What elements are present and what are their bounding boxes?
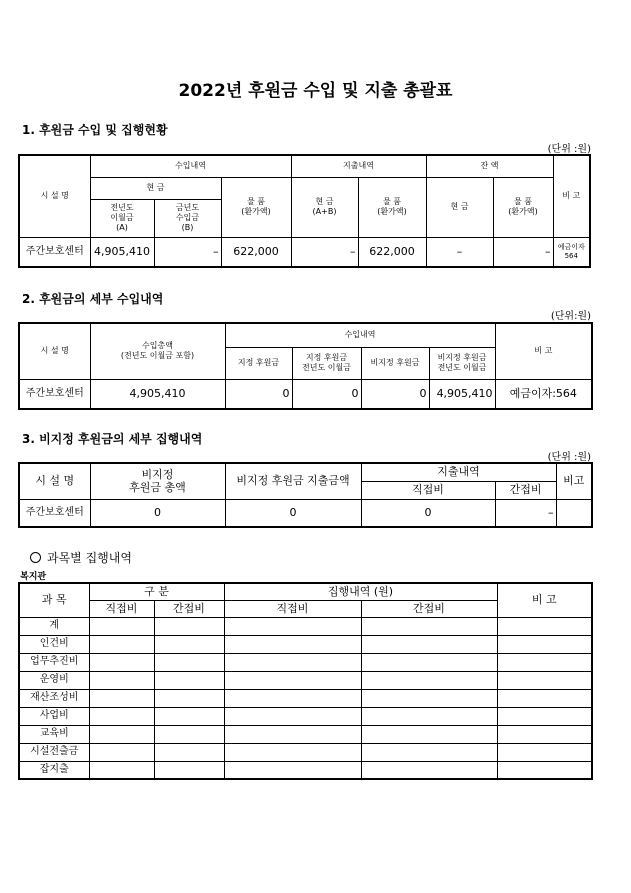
remarks-cell: 예금이자:564 xyxy=(495,379,592,409)
balance-goods-header: 물 품 (환가액) xyxy=(493,177,553,237)
remarks-cell: 예금이자 564 xyxy=(553,237,590,267)
empty-cell xyxy=(224,689,361,707)
table-row xyxy=(19,671,592,689)
section3-unit: (단위 :원) xyxy=(547,452,591,463)
income-header: 수입내역 xyxy=(90,155,291,177)
section1-heading: 1. 후원금 수입 및 집행현황 xyxy=(22,123,168,137)
empty-cell xyxy=(154,725,224,743)
empty-cell xyxy=(154,617,224,635)
empty-cell xyxy=(497,635,592,653)
facility-cell: 주간보호센터 xyxy=(19,499,90,527)
facility-header: 시 설 명 xyxy=(19,323,90,379)
total-header: 비지정 후원금 총액 xyxy=(90,463,225,499)
subject-cell: 계 xyxy=(19,617,89,635)
facility-cell: 주간보호센터 xyxy=(19,379,90,409)
empty-cell xyxy=(361,671,497,689)
spent-cell: 0 xyxy=(225,499,361,527)
empty-cell xyxy=(497,671,592,689)
expense-cash-header: 현 금 (A+B) xyxy=(291,177,358,237)
subject-cell: 운영비 xyxy=(19,671,89,689)
goods-cell: 622,000 xyxy=(221,237,291,267)
empty-cell xyxy=(361,617,497,635)
table-row xyxy=(19,725,592,743)
empty-cell xyxy=(224,671,361,689)
table-row xyxy=(19,635,592,653)
goods-header: 물 품 (환가액) xyxy=(221,177,291,237)
empty-cell xyxy=(154,689,224,707)
empty-cell xyxy=(361,689,497,707)
empty-cell xyxy=(89,617,154,635)
empty-cell xyxy=(497,689,592,707)
empty-cell xyxy=(224,653,361,671)
empty-cell xyxy=(89,725,154,743)
execution-header: 집행내역 (원) xyxy=(224,583,497,600)
category-direct-header: 직접비 xyxy=(89,600,154,617)
empty-cell xyxy=(361,761,497,779)
balance-cash-header: 현 금 xyxy=(426,177,493,237)
section4-heading: 과목별 집행내역 xyxy=(30,549,132,566)
spent-header: 비지정 후원금 지출금액 xyxy=(225,463,361,499)
empty-cell xyxy=(154,743,224,761)
designated-header: 지정 후원금 xyxy=(225,347,292,379)
empty-cell xyxy=(154,761,224,779)
subject-cell: 재산조성비 xyxy=(19,689,89,707)
empty-cell xyxy=(154,707,224,725)
section2-heading: 2. 후원금의 세부 수입내역 xyxy=(22,292,164,306)
expense-cash-cell: – xyxy=(291,237,358,267)
subject-table xyxy=(18,582,593,780)
execution-indirect-header: 간접비 xyxy=(361,600,497,617)
remarks-header: 비 고 xyxy=(553,155,590,237)
table-row xyxy=(19,617,592,635)
empty-cell xyxy=(89,707,154,725)
section3-heading: 3. 비지정 후원금의 세부 집행내역 xyxy=(22,432,203,446)
empty-cell xyxy=(154,635,224,653)
section4-sub-label: 복지관 xyxy=(20,572,47,582)
execution-direct-header: 직접비 xyxy=(224,600,361,617)
empty-cell xyxy=(224,761,361,779)
empty-cell xyxy=(497,743,592,761)
balance-cash-cell: – xyxy=(426,237,493,267)
section1-unit: (단위 :원) xyxy=(547,144,591,155)
nondesignated-prev-header: 비지정 후원금 전년도 이월금 xyxy=(429,347,495,379)
empty-cell xyxy=(224,635,361,653)
table-row xyxy=(19,761,592,779)
empty-cell xyxy=(497,617,592,635)
empty-cell xyxy=(361,743,497,761)
indirect-header: 간접비 xyxy=(495,481,556,499)
designated-cell: 0 xyxy=(225,379,292,409)
remarks-cell xyxy=(556,499,592,527)
nondesignated-cell: 0 xyxy=(361,379,429,409)
facility-cell: 주간보호센터 xyxy=(19,237,90,267)
designated-prev-header: 지정 후원금 전년도 이월금 xyxy=(292,347,361,379)
expense-goods-cell: 622,000 xyxy=(358,237,426,267)
empty-cell xyxy=(89,635,154,653)
empty-cell xyxy=(89,761,154,779)
empty-cell xyxy=(361,707,497,725)
direct-header: 직접비 xyxy=(361,481,495,499)
category-indirect-header: 간접비 xyxy=(154,600,224,617)
facility-header: 시 설 명 xyxy=(19,463,90,499)
expense-goods-header: 물 품 (환가액) xyxy=(358,177,426,237)
expense-detail-table xyxy=(18,462,593,528)
nondesignated-prev-cell: 4,905,410 xyxy=(429,379,495,409)
empty-cell xyxy=(89,671,154,689)
prev-carry-cell: 4,905,410 xyxy=(90,237,154,267)
empty-cell xyxy=(361,653,497,671)
total-header: 수입총액 (전년도 이월금 포함) xyxy=(90,323,225,379)
section2-unit: (단위:원) xyxy=(550,311,591,322)
empty-cell xyxy=(497,725,592,743)
indirect-cell: – xyxy=(495,499,556,527)
facility-header: 시 설 명 xyxy=(19,155,90,237)
empty-cell xyxy=(154,671,224,689)
empty-cell xyxy=(89,743,154,761)
empty-cell xyxy=(224,617,361,635)
empty-cell xyxy=(89,653,154,671)
empty-cell xyxy=(224,707,361,725)
subject-cell: 인건비 xyxy=(19,635,89,653)
subject-cell: 잡지출 xyxy=(19,761,89,779)
remarks-header: 비 고 xyxy=(495,323,592,379)
subject-header: 과 목 xyxy=(19,583,89,617)
total-cell: 0 xyxy=(90,499,225,527)
subject-cell: 교육비 xyxy=(19,725,89,743)
empty-cell xyxy=(361,635,497,653)
income-header: 수입내역 xyxy=(225,323,495,347)
direct-cell: 0 xyxy=(361,499,495,527)
empty-cell xyxy=(361,725,497,743)
subject-cell: 업무추진비 xyxy=(19,653,89,671)
page-title: 2022년 후원금 수입 및 지출 총괄표 xyxy=(178,81,453,101)
subject-cell: 시설전출금 xyxy=(19,743,89,761)
empty-cell xyxy=(497,761,592,779)
prev-carry-header: 전년도 이월금 (A) xyxy=(90,199,154,237)
total-cell: 4,905,410 xyxy=(90,379,225,409)
cash-header: 현 금 xyxy=(90,177,221,199)
empty-cell xyxy=(89,689,154,707)
year-income-header: 금년도 수입금 (B) xyxy=(154,199,221,237)
designated-prev-cell: 0 xyxy=(292,379,361,409)
nondesignated-header: 비지정 후원금 xyxy=(361,347,429,379)
empty-cell xyxy=(497,653,592,671)
table-row xyxy=(19,743,592,761)
table-row xyxy=(19,707,592,725)
subject-cell: 사업비 xyxy=(19,707,89,725)
balance-header: 잔 액 xyxy=(426,155,553,177)
remarks-header: 비 고 xyxy=(497,583,592,617)
category-header: 구 분 xyxy=(89,583,224,600)
year-income-cell: – xyxy=(154,237,221,267)
income-detail-table xyxy=(18,322,593,410)
remarks-header: 비고 xyxy=(556,463,592,499)
empty-cell xyxy=(497,707,592,725)
empty-cell xyxy=(154,653,224,671)
income-expense-table xyxy=(18,154,591,268)
expense-header: 지출내역 xyxy=(361,463,556,481)
circle-bullet-icon xyxy=(30,552,41,563)
empty-cell xyxy=(224,743,361,761)
balance-goods-cell: – xyxy=(493,237,553,267)
table-row xyxy=(19,653,592,671)
expense-header: 지출내역 xyxy=(291,155,426,177)
table-row xyxy=(19,689,592,707)
empty-cell xyxy=(224,725,361,743)
